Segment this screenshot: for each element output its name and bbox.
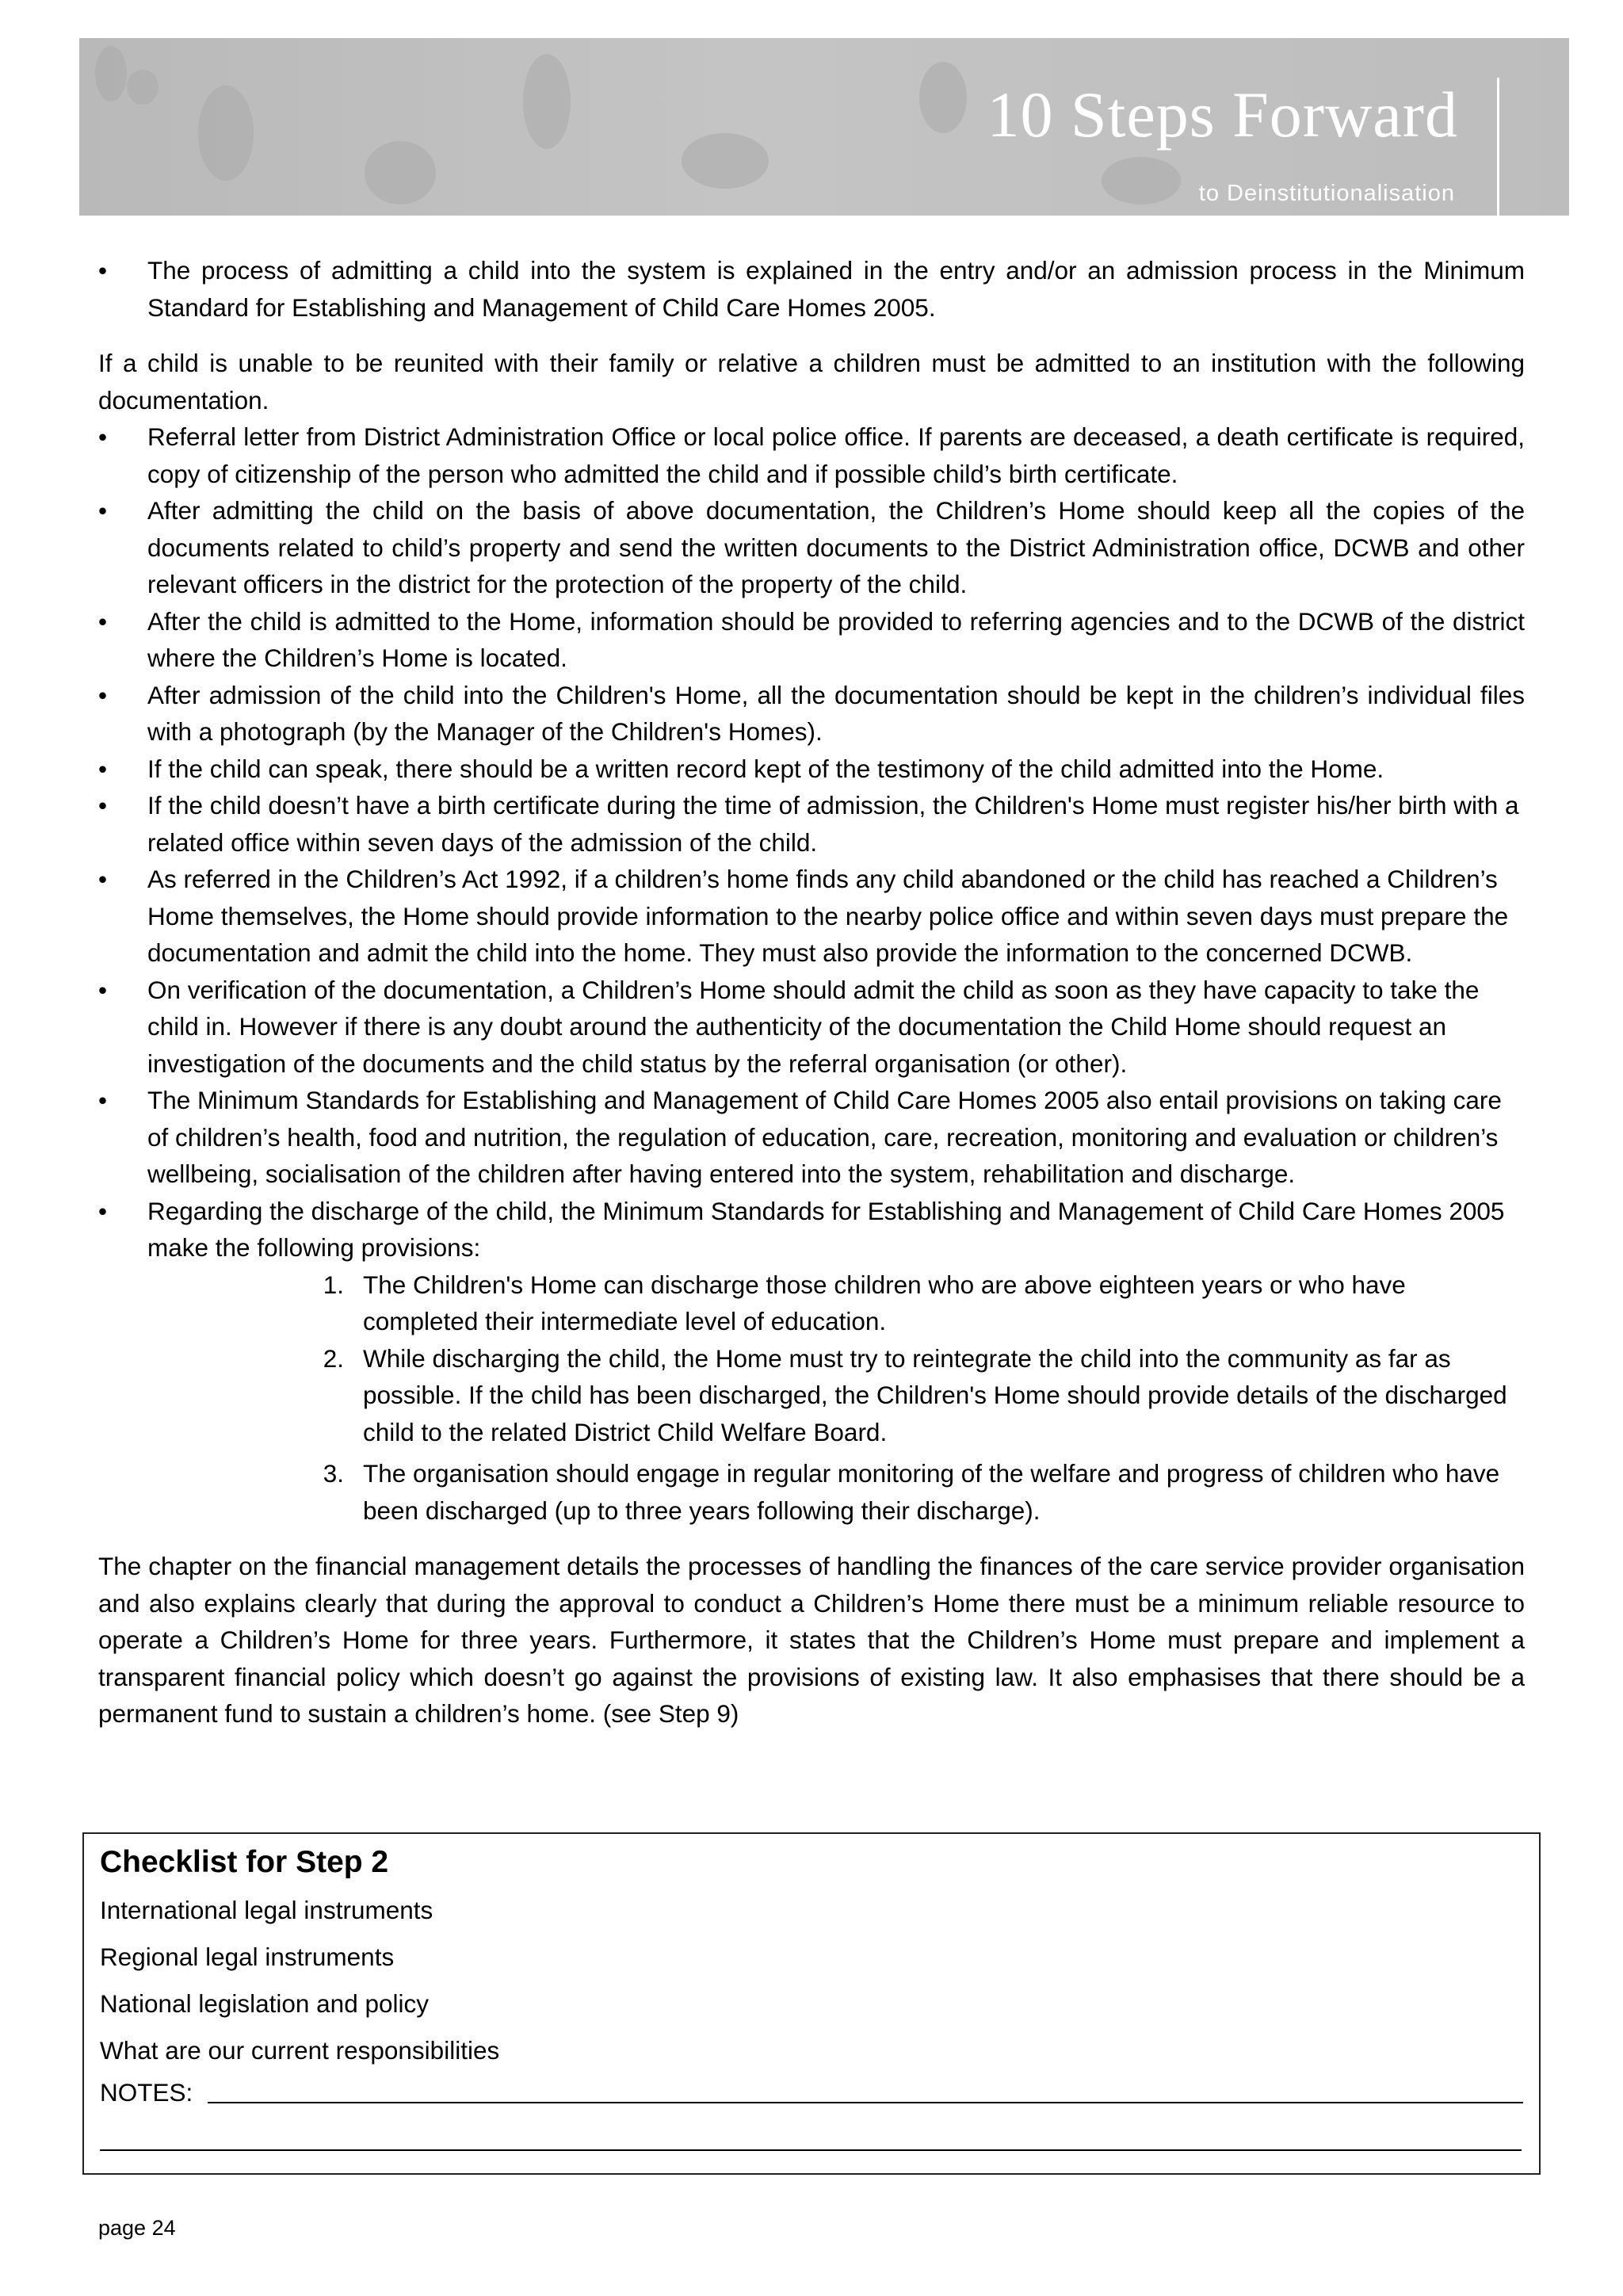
numbered-item [288, 1455, 1525, 1529]
footprint-decoration [1102, 157, 1181, 204]
item-number: 3. [323, 1459, 344, 1488]
bullet-text: After the child is admitted to the Home, information should be provided to referring agencies and to the DCWB of the district where the Children’s Home is located. [147, 606, 1525, 672]
page-number: page 24 [98, 2216, 176, 2240]
footprint-decoration [127, 70, 158, 105]
banner-divider [1497, 78, 1499, 216]
checklist-item: What are our current responsibilities [100, 2036, 500, 2065]
bullet-icon: • [98, 791, 108, 819]
bullet-text: After admitting the child on the basis of above documentation, the Children’s Home should keep all the copies of the documents related to child’s property and send the written documents to the District Administration office, DCWB and other relevant officers in the district for the protection of the property of the child. [147, 496, 1525, 598]
item-number: 2. [323, 1343, 344, 1373]
list-item [98, 492, 1525, 603]
footprint-decoration [919, 62, 967, 133]
paragraph: If a child is unable to be reunited with their family or relative a children must be admitted to an institution with the following documentation. [98, 349, 1525, 415]
bullet-text: If the child can speak, there should be a written record kept of the testimony of the child admitted into the Home. [147, 754, 1384, 783]
main-content [98, 252, 1525, 1733]
item-number: 1. [323, 1270, 344, 1299]
banner-title: 10 Steps Forward [987, 78, 1458, 151]
bullet-text: As referred in the Children’s Act 1992, if a children’s home finds any child abandoned or the child has reached a Children’s Home themselves, the Home should provide information to the nearby police office and within seven days must prepare the documentation and admit the child into the home. They must also provide the information to the concerned DCWB. [147, 865, 1509, 967]
bullet-text: Referral letter from District Administration Office or local police office. If parents are deceased, a death certificate is required, copy of citizenship of the person who admitted the child and if possible child’s birth certificate. [147, 422, 1525, 488]
footprint-decoration [198, 86, 254, 181]
paragraph: The chapter on the financial management details the processes of handling the finances of the care service provider organisation and also explains clearly that during the approval to conduct a Children’s Home there must be a minimum reliable resource to operate a Children’s Home for three years. Furthermore, it states that the Children’s Home must prepare and implement a transparent financial policy which doesn’t go against the provisions of existing law. It also emphasises that there should be a permanent fund to sustain a children’s home. (see Step 9) [98, 1552, 1525, 1728]
bullet-text: After admission of the child into the Children's Home, all the documentation should be kept in the children’s individual files with a photograph (by the Manager of the Children's Homes). [147, 680, 1525, 746]
footprint-decoration [365, 141, 436, 204]
header-banner [79, 38, 1569, 216]
spacer [98, 1529, 1525, 1548]
footprint-decoration [523, 54, 571, 149]
list-item [98, 252, 1525, 326]
banner-subtitle: to Deinstitutionalisation [1198, 181, 1455, 206]
footprint-decoration [95, 46, 127, 101]
bullet-text: The process of admitting a child into the system is explained in the entry and/or an admission process in the Minimum Standard for Establishing and Management of Child Care Homes 2005. [147, 256, 1525, 322]
bullet-text: If the child doesn’t have a birth certificate during the time of admission, the Children's Home must register his/her birth with a related office within seven days of the admission of the child. [147, 791, 1519, 857]
bullet-icon: • [98, 1086, 108, 1114]
bullet-icon: • [98, 754, 108, 783]
item-text: While discharging the child, the Home must try to reintegrate the child into the community as far as possible. If the child has been discharged, the Children's Home should provide details of the discharged child to the related District Child Welfare Board. [363, 1343, 1507, 1446]
notes-label: NOTES: [100, 2078, 193, 2107]
footprint-decoration [682, 133, 769, 189]
bullet-icon: • [98, 680, 108, 709]
bullet-text: Regarding the discharge of the child, the Minimum Standards for Establishing and Management of Child Care Homes 2005 make the following provisions: [147, 1196, 1505, 1262]
notes-line [208, 2102, 1523, 2103]
bullet-icon: • [98, 496, 108, 525]
list-item [98, 677, 1525, 751]
item-text: The organisation should engage in regular monitoring of the welfare and progress of children who have been discharged (up to three years following their discharge). [363, 1459, 1500, 1525]
bullet-icon: • [98, 256, 108, 285]
spacer [98, 326, 1525, 345]
bullet-icon: • [98, 606, 108, 636]
checklist-item: National legislation and policy [100, 1989, 430, 2018]
bullet-icon: • [98, 865, 108, 893]
checklist-box [82, 1832, 1541, 2175]
list-item [98, 861, 1525, 972]
list-item [98, 418, 1525, 492]
bullet-icon: • [98, 1196, 108, 1225]
notes-line [100, 2149, 1522, 2151]
numbered-item [288, 1340, 1525, 1451]
list-item [98, 787, 1525, 861]
checklist-item: International legal instruments [100, 1896, 433, 1924]
bullet-icon: • [98, 422, 108, 451]
checklist-title: Checklist for Step 2 [100, 1845, 389, 1879]
bullet-text: On verification of the documentation, a Children’s Home should admit the child as soon as they have capacity to take the child in. However if there is any doubt around the authenticity of the documentation the Child Home should request an investigation of the documents and the child status by the referral organisation (or other). [147, 975, 1480, 1078]
checklist-item: Regional legal instruments [100, 1943, 395, 1971]
numbered-item [288, 1266, 1525, 1340]
item-text: The Children's Home can discharge those children who are above eighteen years or who have completed their intermediate level of education. [363, 1270, 1406, 1335]
bullet-text: The Minimum Standards for Establishing and Management of Child Care Homes 2005 also entail provisions on taking care of children’s health, food and nutrition, the regulation of education, care, recreation, monitoring and evaluation or children’s wellbeing, socialisation of the children after having entered into the system, rehabilitation and discharge. [147, 1086, 1502, 1188]
bullet-icon: • [98, 975, 108, 1004]
list-item [98, 1082, 1525, 1193]
list-item [98, 972, 1525, 1083]
list-item [98, 1193, 1525, 1266]
list-item [98, 751, 1525, 788]
list-item [98, 603, 1525, 677]
